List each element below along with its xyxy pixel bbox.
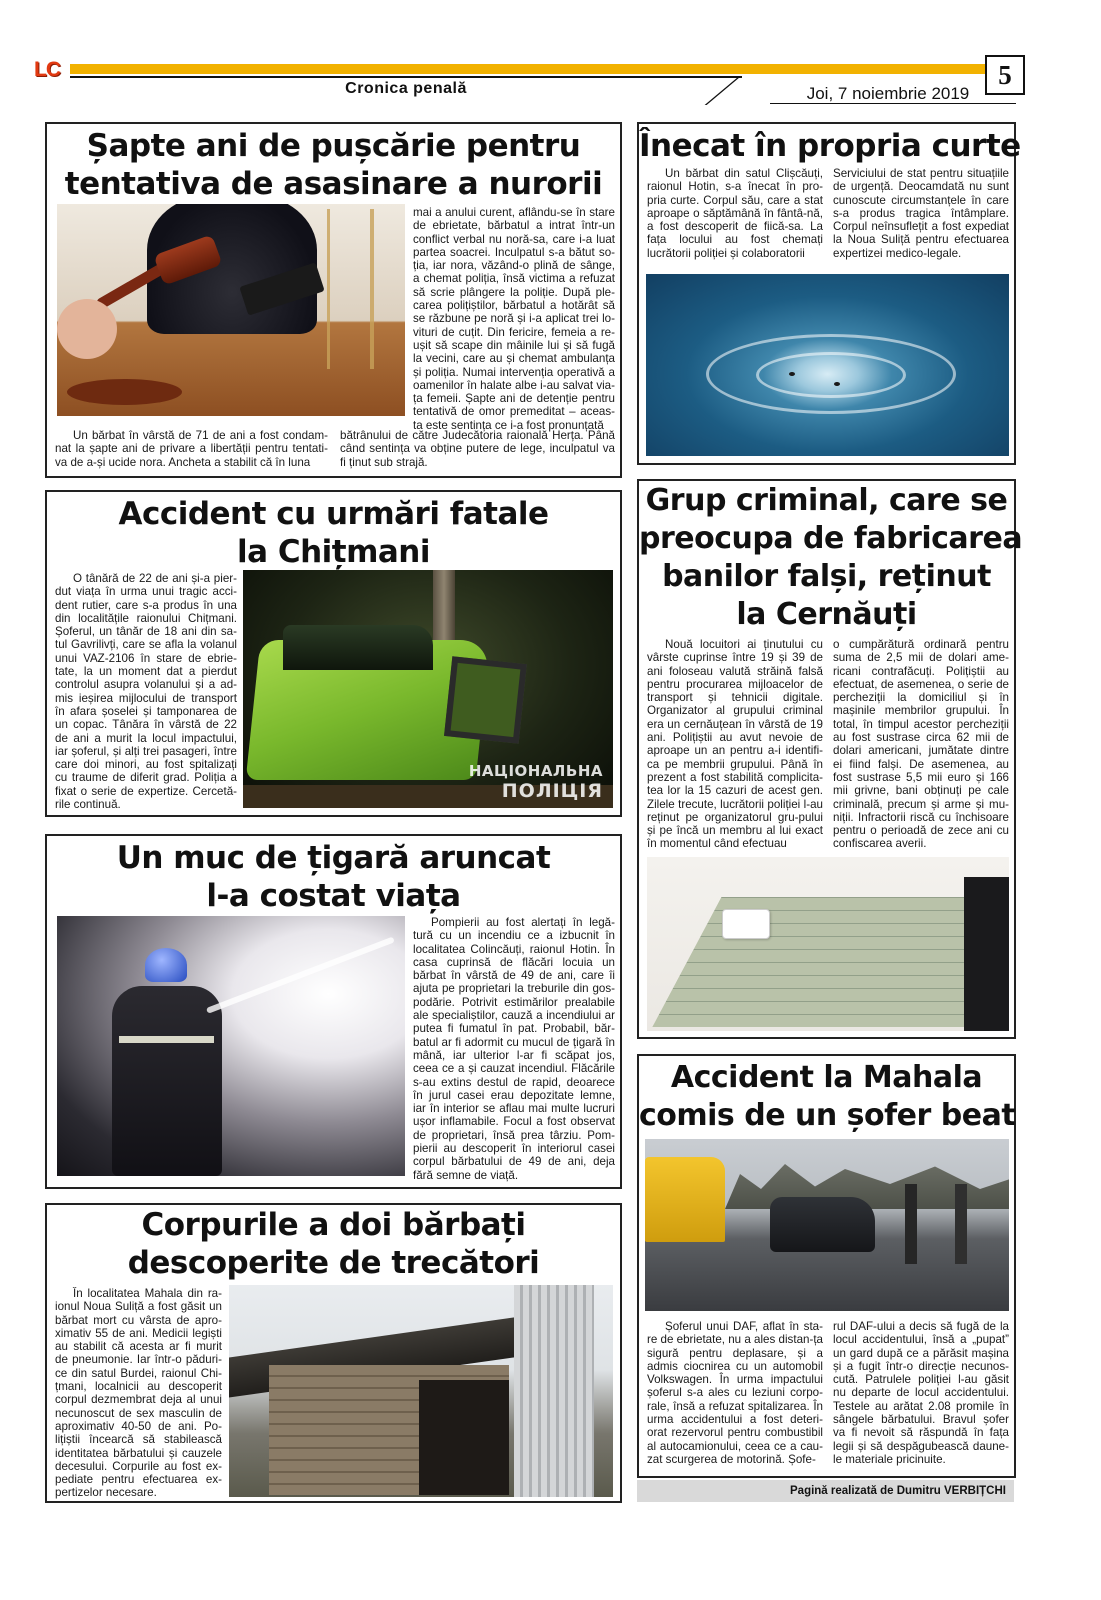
page-credit: Pagină realizată de Dumitru VERBIȚCHI [637,1480,1014,1502]
article-grup-criminal [637,479,1023,1039]
article-title-line1: Grup criminal, care se [645,483,1008,518]
article-title-line1: Accident la Mahala [670,1060,983,1095]
article-text-left: Un bărbat în vârstă de 71 de ani a fost condam-nat la șapte ani de privare a libertății pentru tentati-va de a-și ucide nora. Ancheta a stabilit că în luna [55,429,328,469]
article-title-line2: tentativa de asasinare a nurorii [64,166,603,202]
article-title-line2: l-a costat viața [206,878,461,914]
article-text: În localitatea Mahala din ra-ionul Noua Suliță a fost găsit un bărbat mort cu vârsta de apro-ximativ 55 de ani. Medicii legiști au stabilit că acesta ar fi murit de pneumonie. Iar într-o păduri-ce din satul Burdei, raionul Chi-țmani, localnicii au descoperit corpul dezmembrat deja al unui necunoscut de sex masculin de aproximativ 40-50 de ani. Po-lițiștii încearcă să stabilească identitatea bărbatului și cauzele decesului. Corpurile au fost ex-pediate pentru efectuarea ex-pertizelor necesare. [55,1287,222,1499]
article-corpurile [45,1203,622,1503]
article-title-line3: banilor falși, reținut [662,559,991,594]
police-watermark-line1: НАЦІОНАЛЬНА [468,762,603,780]
article-title-line1: Un muc de țigară aruncat [116,840,551,876]
court-gavel-photo [57,204,405,416]
article-text-right: o cumpărătură ordinară pentru suma de 2,5 mii de dolari ame-ricani contrafăcuți. Polițiștii au efectuat, de asemenea, o serie de percheziții la domiciliul și în mașinile membrilor grupului. În total, în timpul acestor percheziții au fost sustrase circa 62 mii de dolari americani, jumătate dintre ei fiind falși. De asemenea, au fost sustrase 5,5 mii euro și 166 mii grivne, bani obținuți pe cale criminală, precum și arme și mu-niții. Infractorii riscă cu închisoare pentru o perioadă de zece ani cu confiscarea averii. [833,638,1009,851]
article-text-bottom: bătrânului de către Judecătoria raională Herța. Până când sentința va obține putere de lege, inculpatul va fi ținut sub strajă. [340,429,615,469]
article-tentativa [45,122,622,478]
article-text-right: rul DAF-ului a decis să fugă de la locul accidentului, însă a „pupat” un gard după ce a părăsit mașina și a fugit într-o direcție necunos-cută. Patrulele poliției l-au găsit nu departe de locul accidentului. Testele au arătat 2.08 promile în sângele bărbatului. Bravul șofer va fi nevoit să răspundă în fața legii și să despăgubească daune-le materiale pricinuite. [833,1320,1009,1466]
article-text-right: Serviciului de stat pentru situațiile de urgență. Deocamdată nu sunt cunoscute circumstanțele în care s-a produs tragica întâmplare. Corpul neînsuflețit a fost expediat la Noua Suliță pentru efectuarea expertizei medico-legale. [833,167,1009,260]
article-accident-chitmani [45,490,622,817]
article-text: O tânără de 22 de ani și-a pier-dut viața în urma unui tragic acci-dent rutier, care s-a produs în una din localitățile raionului Chițmani. Șoferul, un tânăr de 18 ani din sa-tul Gavrilivți, care se afla la volanul unui VAZ-2106 în stare de ebrie-tate, la un moment dat a pierdut controlul asupra volanului și a ad-mis ieșirea mijlocului de transport în afara șoselei și tamponarea de un copac. Tânăra în vârstă de 22 de ani a murit la locul impactului, iar șoferul, și alți trei pasageri, între care doi minori, au fost spitalizați cu traume de diferit grad. Poliția a fixat o serie de expertize. Cercetă-rile continuă. [55,572,237,812]
article-text-right: mai a anului curent, aflându-se în stare de ebrietate, bărbatul a intrat într-un conflict verbal nu noră-sa, care i-a luat partea soacrei. Inculpatul s-a bătut so-ția, iar nora, văzând-o plină de sânge, a chemat poliția, însă victima a refuzat să scrie plângere la poliție. După ple-carea polițiștilor, bărbatul a hotărât să se răzbune pe noră și i-a aplicat trei lo-vituri de cuțit. Din fericire, femeia a re-ușit să scape din mâinile lui și să fugă la vecini, care au și chemat ambulanța și poliția. Numai intervenția operativă a oamenilor în halate albe i-au salvat via-ța femeii. Șapte ani de detenție pentru tentativă de omor premeditat – aceas-ta este sentința ce i-a fost pronunțată [413,206,615,432]
article-text-left: Nouă locuitori ai ținutului cu vârste cuprinse între 19 și 39 de ani foloseau valută străină falsă pentru procurarea mijloacelor de transport și tehnicii digitale. Organizator al grupului criminal era un cernăuțean în vârstă de 19 ani. Polițiștii au avut nevoie de aproape un an pentru a-i identifi-ca pe membrii grupului. Până în prezent a fost stabilită complicita-tea lor la 15 cazuri de acest gen. Zilele trecute, lucrătorii poliției l-au reținut pe organizatorul gru-pului și pe încă un membru al lui exact în momentul când efectuau [647,638,823,851]
article-muc-tigara [45,834,622,1189]
newspaper-logo: LC [34,58,60,81]
header-accent-bar [70,64,1012,74]
header-rule [70,76,742,78]
firefighter-photo [57,916,405,1176]
counterfeit-money-photo [647,857,1009,1031]
water-photo [646,274,1009,456]
article-text-left: Șoferul unui DAF, aflat în sta-re de ebrietate, nu a ales distan-ța sigură pentru deplasare, și a admis ciocnirea cu un automobil Volkswagen. În urma impactului șoferul s-a ales cu leziuni corpo-rale, însă a refuzat spitalizarea. În urma accidentului a fost deteri-orat rezervorul pentru combustibil al autocamionului, ceea ce a cau-zat scurgerea de motorină. Șofe- [647,1320,823,1466]
article-text-left: Un bărbat din satul Clișcăuți, raionul Hotin, s-a înecat în pro-pria curte. Corpul său, care a stat aproape o săptămână în fântâ-nă, a fost descoperit de fiică-sa. La fața locului au fost chemați lucrătorii poliției și colaboratorii [647,167,823,260]
article-title-line2: comis de un șofer beat [639,1098,1016,1133]
date-underline [770,103,1016,104]
article-inecat [637,122,1021,465]
article-title-line4: la Cernăuți [736,597,917,632]
article-text: Pompierii au fost alertați în legă-tură cu un incendiu ce a izbucnit în localitatea Colincăuți, raionul Hotin. În casa cuprinsă de flăcări locuia un bărbat în vârstă de 49 de ani, care îi ajuta pe proprietari la treburile din gos-podărie. Potrivit estimărilor prealabile ale specialiștilor, cauză a incendiului ar putea fi fumatul în pat. Probabil, băr-batul ar fi adormit cu mucul de țigară în mână, iar ulterior l-ar fi scăpat jos, ceea ce a și cauzat incendiul. Flăcările s-au extins destul de rapid, deoarece în jurul casei erau depozitate lemne, iar în interior se aflau mai multe lucruri ușor inflamabile. Focul a fost observat de proprietari, însă prea târziu. Pom-pierii au descoperit în interiorul casei corpul bărbatului de 49 de ani, deja fără semne de viață. [413,916,615,1182]
article-accident-mahala [637,1054,1016,1478]
article-title-line2: la Chițmani [236,534,431,570]
article-title-line1: Șapte ani de pușcărie pentru [86,128,581,164]
crashed-car-photo [243,570,613,808]
article-title: Înecat în propria curte [639,128,1021,164]
article-title-line2: preocupa de fabricarea [639,521,1023,556]
police-watermark-line2: ПОЛІЦІЯ [501,780,603,802]
article-title-line1: Accident cu urmări fatale [118,496,549,532]
road-crash-photo [645,1139,1009,1311]
article-title-line1: Corpurile a doi bărbați [141,1207,526,1243]
section-title: Cronica penală [345,80,467,97]
page-number: 5 [985,55,1025,95]
issue-date: Joi, 7 noiembrie 2019 [806,84,970,103]
article-title-line2: descoperite de trecători [127,1245,540,1281]
wooden-shed-photo [229,1285,613,1497]
